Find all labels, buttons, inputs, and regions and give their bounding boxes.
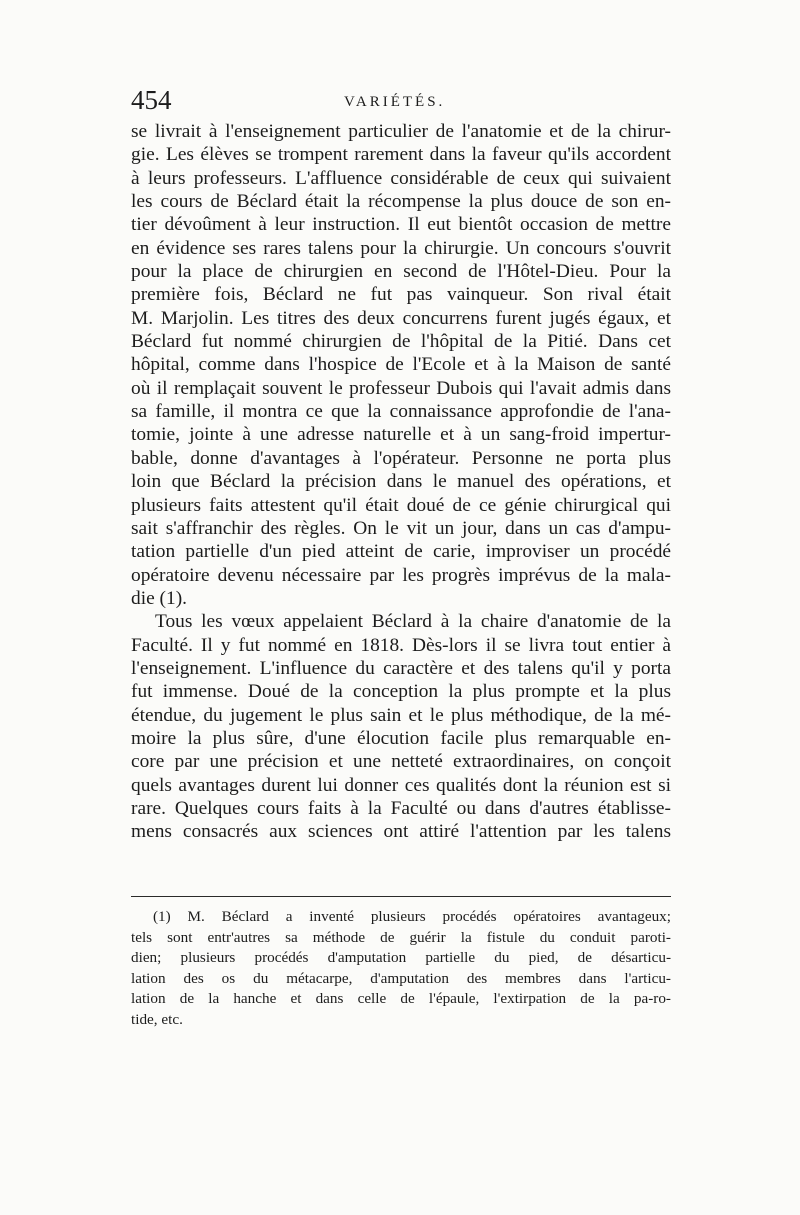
footnotes xyxy=(131,907,671,1030)
text-line: les cours de Béclard était la récompense la plus douce de son en- xyxy=(131,191,671,213)
text-line: où il remplaçait souvent le professeur Dubois qui l'avait admis dans xyxy=(131,377,671,399)
footnote-divider xyxy=(131,896,671,897)
running-title: VARIÉTÉS. xyxy=(344,94,446,110)
text-line: opératoire devenu nécessaire par les progrès imprévus de la mala- xyxy=(131,564,671,586)
text-line: à leurs professeurs. L'affluence considérable de ceux qui suivaient xyxy=(131,167,671,189)
text-line: étendue, du jugement le plus sain et le plus méthodique, de la mé- xyxy=(131,704,671,726)
text-line: plusieurs faits attestent qu'il était doué de ce génie chirurgical qui xyxy=(131,494,671,516)
text-line: quels avantages durent lui donner ces qualités dont la réunion est si xyxy=(131,774,671,796)
text-line: l'enseignement. L'influence du caractère et des talens qu'il y porta xyxy=(131,657,671,679)
footnote-line: dien; plusieurs procédés d'amputation partielle du pied, de désarticu- xyxy=(131,949,671,966)
text-line: se livrait à l'enseignement particulier de l'anatomie et de la chirur- xyxy=(131,121,671,142)
text-line: rare. Quelques cours faits à la Faculté ou dans d'autres établisse- xyxy=(131,797,671,819)
text-line: core par une précision et une netteté extraordinaires, on conçoit xyxy=(131,751,671,773)
text-line: Faculté. Il y fut nommé en 1818. Dès-lors il se livra tout entier à xyxy=(131,634,671,656)
text-line: sa famille, il montra ce que la connaissance approfondie de l'ana- xyxy=(131,401,671,423)
text-line: tomie, jointe à une adresse naturelle et à un sang-froid impertur- xyxy=(131,424,671,446)
footnote-line: tels sont entr'autres sa méthode de guérir la fistule du conduit paroti- xyxy=(131,928,671,946)
text-line: Béclard fut nommé chirurgien de l'hôpital de la Pitié. Dans cet xyxy=(131,331,671,353)
footnote-line: lation des os du métacarpe, d'amputation des membres dans l'articu- xyxy=(131,969,671,987)
text-line: Tous les vœux appelaient Béclard à la chaire d'anatomie de la xyxy=(155,611,671,633)
text-line: hôpital, comme dans l'hospice de l'Ecole et à la Maison de santé xyxy=(131,354,671,376)
text-line: gie. Les élèves se trompent rarement dans la faveur qu'ils accordent xyxy=(131,144,671,166)
page-number: 454 xyxy=(131,85,172,115)
text-line: bable, donne d'avantages à l'opérateur. Personne ne porta plus xyxy=(131,447,671,469)
text-line: pour la place de chirurgien en second de l'Hôtel-Dieu. Pour la xyxy=(131,261,671,283)
text-line: tier dévoûment à leur instruction. Il eut bientôt occasion de mettre xyxy=(131,214,671,236)
text-line: tation partielle d'un pied atteint de carie, improviser un procédé xyxy=(131,541,671,563)
footnote-line: tide, etc. xyxy=(131,1010,183,1028)
text-line: die (1). xyxy=(131,587,187,609)
text-line: en évidence ses rares talens pour la chirurgie. Un concours s'ouvrit xyxy=(131,237,671,259)
text-line: mens consacrés aux sciences ont attiré l'attention par les talens xyxy=(131,821,671,843)
text-line: loin que Béclard la précision dans le manuel des opérations, et xyxy=(131,471,671,493)
footnote-line: (1) M. Béclard a inventé plusieurs procédés opératoires avantageux; xyxy=(153,908,671,925)
footnote-line: lation de la hanche et dans celle de l'épaule, l'extirpation de la pa-ro- xyxy=(131,990,671,1007)
body-text xyxy=(131,120,671,844)
text-line: sait s'affranchir des règles. On le vit un jour, dans un cas d'ampu- xyxy=(131,517,671,539)
text-line: première fois, Béclard ne fut pas vainqueur. Son rival était xyxy=(131,284,671,306)
text-line: M. Marjolin. Les titres des deux concurrens furent jugés égaux, et xyxy=(131,307,671,329)
running-head xyxy=(131,85,671,119)
text-line: fut immense. Doué de la conception la plus prompte et la plus xyxy=(131,681,671,703)
text-line: moire la plus sûre, d'une élocution facile plus remarquable en- xyxy=(131,727,671,749)
